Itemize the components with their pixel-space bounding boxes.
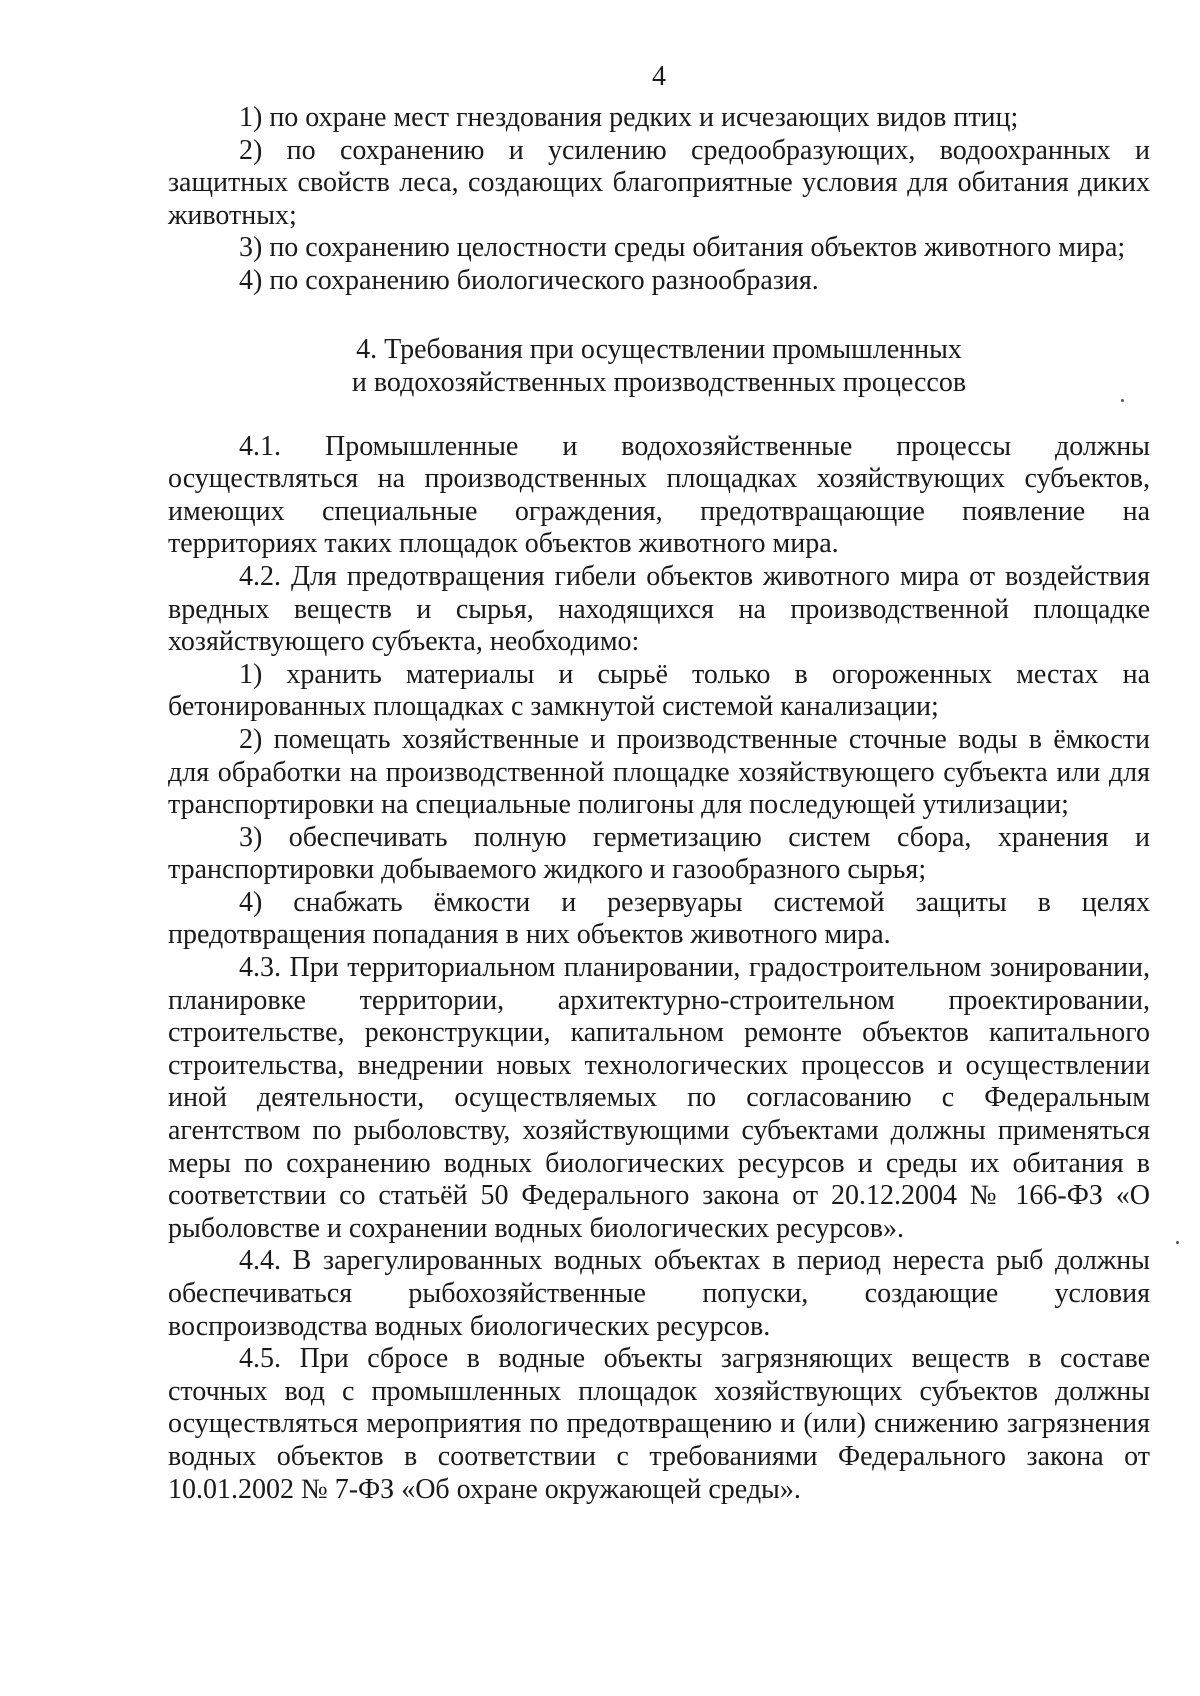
list-item: 1) хранить материалы и сырьё только в огороженных местах на бетонированных площадках с замкнутой системой канализации; (168, 658, 1150, 723)
page-number: 4 (652, 61, 666, 92)
list-item: 1) по охране мест гнездования редких и исчезающих видов птиц; (239, 102, 1019, 133)
list-item: 4) снабжать ёмкости и резервуары системой защиты в целях предотвращения попадания в них объектов животного мира. (168, 886, 1150, 951)
paragraph: 4.2. Для предотвращения гибели объектов животного мира от воздействия вредных веществ и сырья, находящихся на производственной площадке хозяйствующего субъекта, необходимо: (168, 560, 1150, 658)
list-item: 4) по сохранению биологического разнообразия. (239, 264, 819, 296)
list-item: 2) помещать хозяйственные и производственные сточные воды в ёмкости для обработки на производственной площадке хозяйствующего субъекта или для транспортировки на специальные полигоны для последующей утилизации; (168, 723, 1150, 821)
list-item: 3) по сохранению целостности среды обитания объектов животного мира; (239, 232, 1126, 264)
document-page (168, 60, 1150, 1506)
scan-speck (1176, 1241, 1179, 1244)
list-item: 3) обеспечивать полную герметизацию систем сбора, хранения и транспортировки добываемого жидкого и газообразного сырья; (168, 821, 1150, 886)
scan-speck (1121, 399, 1124, 402)
paragraph: 4.4. В зарегулированных водных объектах в период нереста рыб должны обеспечиваться рыбохозяйственные попуски, создающие условия воспроизводства водных биологических ресурсов. (168, 1245, 1150, 1342)
section-heading-line: 4. Требования при осуществлении промышленных (356, 333, 962, 365)
section-heading (168, 333, 1150, 399)
paragraph: 4.3. При территориальном планировании, градостроительном зонировании, планировке территории, архитектурно-строительном проектировании, строительстве, реконструкции, капитальном ремонте объектов капитального строительства, внедрении новых технологических процессов и осуществлении иной деятельности, осуществляемых по согласованию с Федеральным агентством по рыболовству, хозяйствующими субъектами должны применяться меры по сохранению водных биологических ресурсов и среды их обитания в соответствии со статьёй 50 Федерального закона от 20.12.2004 № 166-ФЗ «О рыболовстве и сохранении водных биологических ресурсов». (168, 952, 1150, 1244)
section-heading-line: и водохозяйственных производственных процессов (351, 366, 967, 398)
list-item: 2) по сохранению и усилению средообразующих, водоохранных и защитных свойств леса, создающих благоприятные условия для обитания диких животных; (168, 134, 1150, 231)
paragraph: 4.5. При сбросе в водные объекты загрязняющих веществ в составе сточных вод с промышленных площадок хозяйствующих субъектов должны осуществляться мероприятия по предотвращению и (или) снижению загрязнения водных объектов в соответствии с требованиями Федерального закона от 10.01.2002 № 7-ФЗ «Об охране окружающей среды». (168, 1343, 1150, 1505)
paragraph: 4.1. Промышленные и водохозяйственные процессы должны осуществляться на производственных площадках хозяйствующих субъектов, имеющих специальные ограждения, предотвращающие появление на территориях таких площадок объектов животного мира. (168, 430, 1150, 560)
